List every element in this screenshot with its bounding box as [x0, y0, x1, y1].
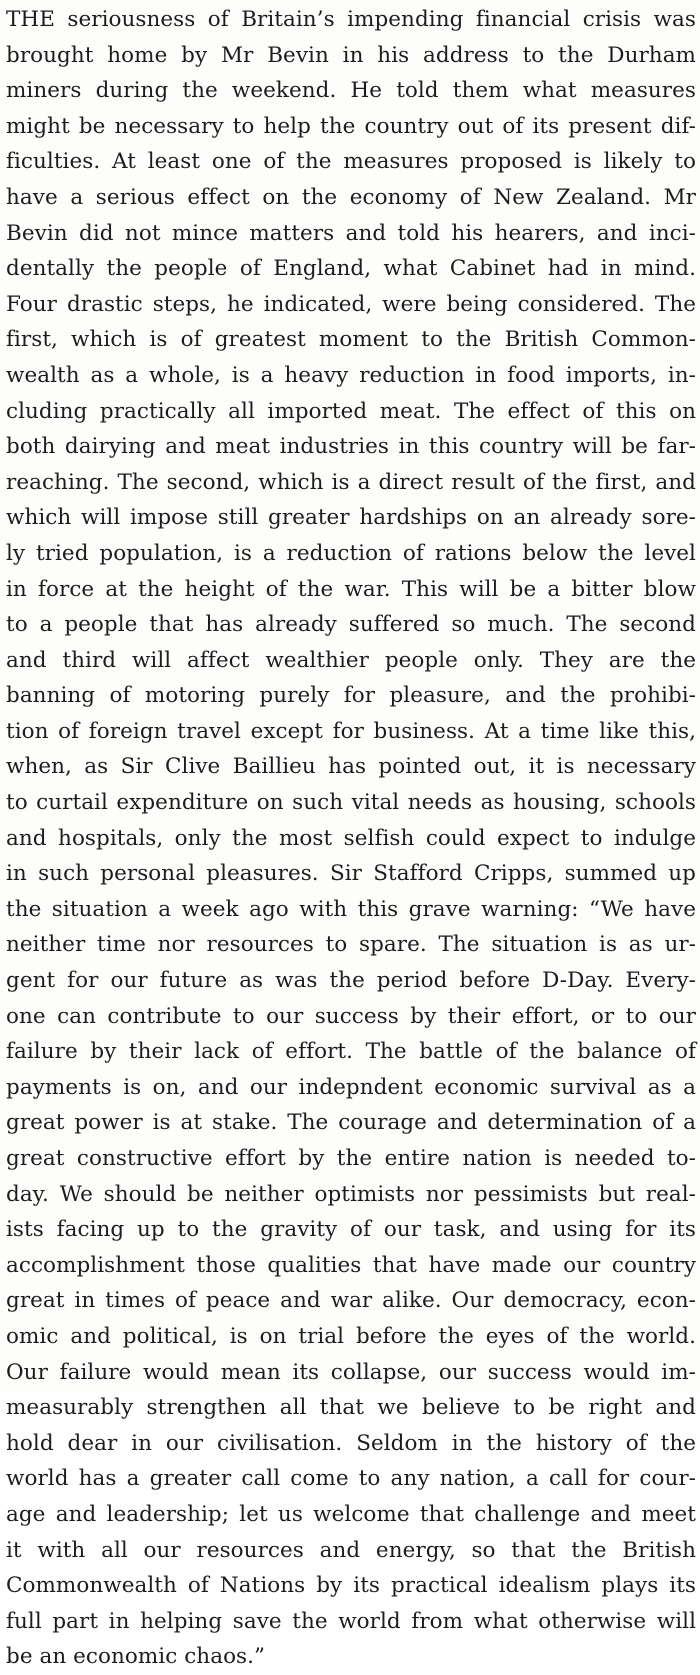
editorial-article [6, 2, 696, 1675]
article-line: miners during the weekend. He told them what measures [6, 78, 696, 104]
article-line: full part in helping save the world from what otherwise will [6, 1608, 696, 1634]
article-line: age and leadership; let us welcome that challenge and meet [6, 1501, 696, 1527]
article-line: to curtail expenditure on such vital needs as housing, schools [6, 790, 696, 816]
article-line: great in times of peace and war alike. Our democracy, econ- [6, 1288, 696, 1314]
article-line: and third will affect wealthier people only. They are the [6, 647, 696, 673]
article-line: gent for our future as was the period before D-Day. Every- [6, 968, 696, 994]
article-line: payments is on, and our indepndent economic survival as a [6, 1074, 696, 1100]
article-line: the situation a week ago with this grave warning: “We have [6, 896, 696, 922]
article-line: Our failure would mean its collapse, our success would im- [6, 1359, 696, 1385]
article-line: failure by their lack of effort. The battle of the balance of [6, 1039, 696, 1065]
article-line: accomplishment those qualities that have made our country [6, 1252, 696, 1278]
article-line: cluding practically all imported meat. The effect of this on [6, 398, 696, 424]
article-line: great constructive effort by the entire nation is needed to- [6, 1146, 696, 1171]
article-line: first, which is of greatest moment to the British Common- [6, 327, 696, 353]
article-line: when, as Sir Clive Baillieu has pointed out, it is necessary [6, 754, 696, 780]
article-line: omic and political, is on trial before the eyes of the world. [6, 1323, 696, 1349]
article-line: hold dear in our civilisation. Seldom in the history of the [6, 1430, 696, 1456]
article-line: reaching. The second, which is a direct result of the first, and [6, 469, 696, 495]
article-line: which will impose still greater hardships on an already sore- [6, 505, 696, 531]
article-line: it with all our resources and energy, so that the British [6, 1537, 696, 1563]
article-line: in force at the height of the war. This will be a bitter blow [6, 576, 696, 602]
article-line: THE seriousness of Britain’s impending financial crisis was [6, 7, 696, 32]
article-line: and hospitals, only the most selfish could expect to indulge [6, 825, 696, 851]
article-line: one can contribute to our success by their effort, or to our [6, 1003, 696, 1029]
article-line: be an economic chaos.” [6, 1644, 266, 1670]
article-line: Bevin did not mince matters and told his hearers, and inci- [6, 220, 696, 246]
article-line: might be necessary to help the country out of its present dif- [6, 113, 696, 139]
article-line: neither time nor resources to spare. The situation is as ur- [6, 932, 696, 958]
article-line: tion of foreign travel except for business. At a time like this, [6, 718, 696, 744]
article-line: brought home by Mr Bevin in his address to the Durham [6, 42, 696, 68]
article-line: Four drastic steps, he indicated, were being considered. The [6, 291, 696, 317]
article-line: ists facing up to the gravity of our task, and using for its [6, 1217, 696, 1243]
article-line: day. We should be neither optimists nor pessimists but real- [6, 1181, 696, 1207]
article-line: in such personal pleasures. Sir Stafford Cripps, summed up [6, 861, 696, 887]
article-line: banning of motoring purely for pleasure, and the prohibi- [6, 683, 696, 709]
article-line: world has a greater call come to any nation, a call for cour- [6, 1466, 696, 1492]
article-line: wealth as a whole, is a heavy reduction in food imports, in- [6, 362, 696, 388]
article-line: Commonwealth of Nations by its practical idealism plays its [6, 1573, 696, 1599]
article-line: to a people that has already suffered so much. The second [6, 612, 696, 638]
article-line: great power is at stake. The courage and determination of a [6, 1110, 696, 1136]
article-line: ly tried population, is a reduction of rations below the level [6, 540, 696, 566]
article-line: both dairying and meat industries in this country will be far- [6, 434, 696, 460]
article-line: ficulties. At least one of the measures proposed is likely to [6, 149, 696, 175]
article-line: have a serious effect on the economy of New Zealand. Mr [6, 184, 696, 210]
article-line: dentally the people of England, what Cabinet had in mind. [6, 256, 696, 282]
article-line: measurably strengthen all that we believe to be right and [6, 1395, 696, 1421]
